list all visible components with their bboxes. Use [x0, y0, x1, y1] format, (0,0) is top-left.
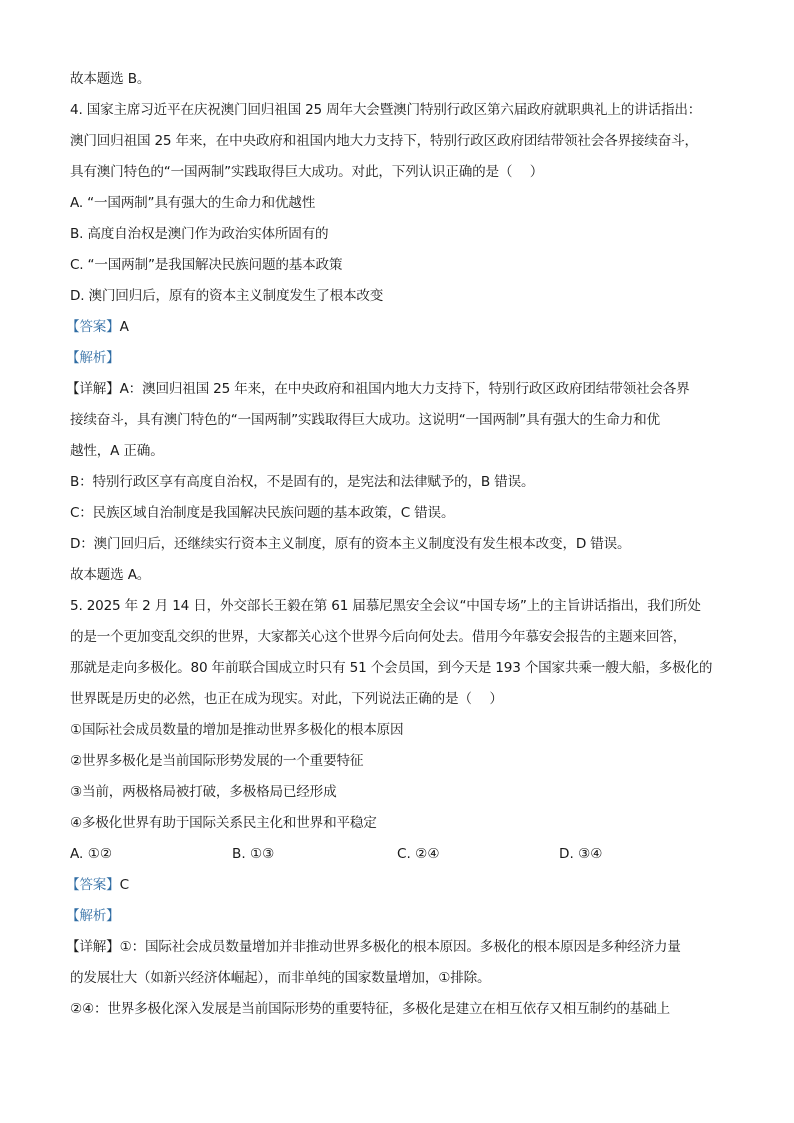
- q4-detail-line: [66, 374, 730, 405]
- document-page: [66, 64, 730, 1025]
- q4-option-a: A. “一国两制”具有强大的生命力和优越性: [70, 195, 316, 211]
- q4-conclusion: 故本题选 A。: [70, 567, 151, 583]
- q4-detail-line: B：特别行政区享有高度自治权，不是固有的，是宪法和法律赋予的，B 错误。: [70, 474, 535, 490]
- q4-detail-line: D：澳门回归后，还继续实行资本主义制度，原有的资本主义制度没有发生根本改变，D 错误。: [70, 536, 631, 552]
- q5-stem-line: 世界既是历史的必然，也正在成为现实。对此，下列说法正确的是（ ）: [70, 691, 503, 707]
- q4-stem-line: 4. 国家主席习近平在庆祝澳门回归祖国 25 周年大会暨澳门特别行政区第六届政府就职典礼上的讲话指出：: [70, 102, 702, 118]
- q5-detail-line: [66, 932, 730, 963]
- q4-answer: [66, 312, 730, 343]
- q5-option-a: A. ①②: [70, 846, 113, 862]
- q5-detail-line: 的发展壮大（如新兴经济体崛起），而非单纯的国家数量增加，①排除。: [70, 970, 491, 986]
- q5-stem-line: 5. 2025 年 2 月 14 日，外交部长王毅在第 61 届慕尼黑安全会议“中国专场”上的主旨讲话指出，我们所处: [70, 598, 701, 614]
- q4-detail-line: C：民族区域自治制度是我国解决民族问题的基本政策，C 错误。: [70, 505, 455, 521]
- q5-stem-line: 的是一个更加变乱交织的世界，大家都关心这个世界今后向何处去。借用今年慕安会报告的主题来回答，: [70, 629, 687, 645]
- q5-detail-line: ②④：世界多极化深入发展是当前国际形势的重要特征，多极化是建立在相互依存又相互制约的基础上: [70, 1001, 670, 1017]
- detail-tag: 【详解】: [66, 939, 120, 955]
- analysis-tag: 【解析】: [66, 350, 120, 366]
- q5-statement-1: ①国际社会成员数量的增加是推动世界多极化的根本原因: [70, 722, 404, 738]
- q5-statement-2: ②世界多极化是当前国际形势发展的一个重要特征: [70, 753, 364, 769]
- detail-text: ①：国际社会成员数量增加并非推动世界多极化的根本原因。多极化的根本原因是多种经济力量: [119, 939, 681, 955]
- q4-detail-line: 接续奋斗，具有澳门特色的“一国两制”实践取得巨大成功。这说明“一国两制”具有强大的生命力和优: [70, 412, 660, 428]
- analysis-tag: 【解析】: [66, 908, 120, 924]
- q5-options: [70, 839, 730, 870]
- q4-option-c: C. “一国两制”是我国解决民族问题的基本政策: [70, 257, 343, 273]
- q4-analysis: [66, 343, 730, 374]
- answer-value: C: [119, 877, 129, 893]
- q5-stem-line: 那就是走向多极化。80 年前联合国成立时只有 51 个会员国，到今天是 193 个国家共乘一艘大船，多极化的: [70, 660, 713, 676]
- q4-stem-line: 澳门回归祖国 25 年来，在中央政府和祖国内地大力支持下，特别行政区政府团结带领社会各界接续奋斗，: [70, 133, 698, 149]
- q5-option-d: D. ③④: [559, 846, 603, 862]
- detail-text: A：澳回归祖国 25 年来，在中央政府和祖国内地大力支持下，特别行政区政府团结带领社会各界: [119, 381, 690, 397]
- question-4: [66, 95, 730, 591]
- prev-conclusion: 故本题选 B。: [70, 71, 151, 87]
- q5-answer: [66, 870, 730, 901]
- answer-value: A: [119, 319, 129, 335]
- q4-option-d: D. 澳门回归后，原有的资本主义制度发生了根本改变: [70, 288, 384, 304]
- q5-statement-4: ④多极化世界有助于国际关系民主化和世界和平稳定: [70, 815, 377, 831]
- question-5: [66, 591, 730, 1025]
- q4-detail-line: 越性，A 正确。: [70, 443, 164, 459]
- q5-option-c: C. ②④: [397, 846, 440, 862]
- q5-analysis: [66, 901, 730, 932]
- answer-tag: 【答案】: [66, 319, 120, 335]
- q4-stem-line: 具有澳门特色的“一国两制”实践取得巨大成功。对此，下列认识正确的是（ ）: [70, 164, 544, 180]
- answer-tag: 【答案】: [66, 877, 120, 893]
- detail-tag: 【详解】: [66, 381, 120, 397]
- q4-option-b: B. 高度自治权是澳门作为政治实体所固有的: [70, 226, 329, 242]
- q5-statement-3: ③当前，两极格局被打破，多极格局已经形成: [70, 784, 337, 800]
- q5-option-b: B. ①③: [232, 846, 275, 862]
